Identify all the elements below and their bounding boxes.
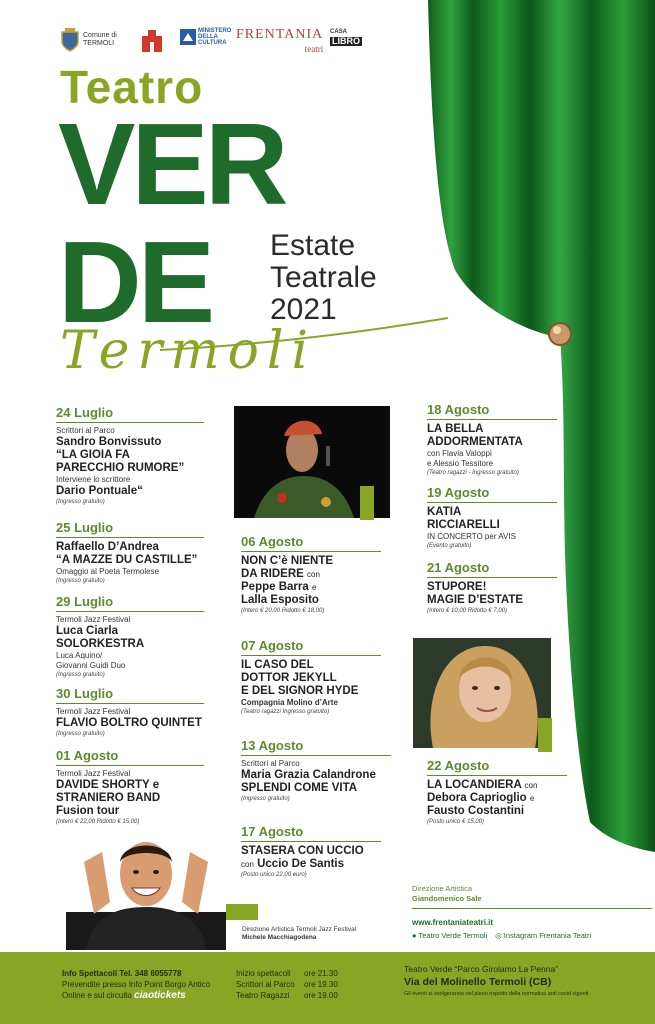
event-07-agosto — [241, 638, 381, 717]
event-series: Scrittori al Parco — [241, 759, 300, 768]
online-text: Online e sul circuito — [62, 991, 132, 1000]
sponsor-logos — [60, 28, 380, 58]
event-title: “A MAZZE DU CASTILLE” — [56, 554, 198, 566]
event-19-agosto — [427, 485, 557, 551]
event-price: (Posto unico 22,00 euro) — [241, 872, 307, 878]
frentania-logo — [236, 28, 323, 56]
event-price: (Evento gratuito) — [427, 543, 472, 549]
event-note: Omaggio al Poeta Termolese — [56, 567, 160, 576]
comune-line-2: TERMOLI — [83, 40, 115, 47]
accent-bar — [360, 486, 374, 520]
estate-teatrale-block — [270, 230, 377, 326]
event-title-1: NON C’è NIENTE — [241, 555, 334, 567]
instagram-link[interactable] — [495, 931, 591, 940]
event-company: Compagnia Molino d’Arte — [241, 698, 338, 707]
facebook-icon: ● — [412, 931, 417, 940]
title-de: DE — [58, 217, 212, 347]
event-date: 06 Agosto — [241, 534, 381, 552]
footer-times — [236, 968, 338, 1001]
direzione-name: Giandomenico Sale — [412, 894, 482, 903]
event-artist-2: Luca Aquino/ — [56, 651, 103, 660]
footer-info — [62, 968, 210, 1001]
ministero-line-1: MINISTERO — [198, 28, 232, 34]
accent-bar — [538, 718, 552, 752]
event-06-agosto — [241, 534, 381, 616]
event-title-1: IL CASO DEL — [241, 659, 314, 671]
event-title: IN CONCERTO per AVIS — [427, 532, 516, 541]
ministero-line-3: CULTURA — [198, 40, 227, 46]
covid-note: Gli eventi si svolgeranno nel pieno rispetto della normativa anti covid vigenti — [404, 991, 589, 997]
prevendite-text: Prevendite presso Info Point Borgo Antico — [62, 980, 211, 989]
event-artist-2: e Alessio Tessitore — [427, 459, 494, 468]
ciaotickets-logo: ciaotickets — [134, 990, 186, 1001]
event-date: 25 Luglio — [56, 520, 204, 538]
event-date: 21 Agosto — [427, 560, 557, 578]
event-artist-1: Debora Caprioglio — [427, 792, 527, 804]
casa-text: CASA — [330, 29, 348, 35]
accent-bar — [226, 904, 258, 920]
event-date: 24 Luglio — [56, 405, 204, 423]
event-series: Termoli Jazz Festival — [56, 615, 131, 624]
event-price: (Ingresso gratuito) — [241, 796, 290, 802]
event-date: 29 Luglio — [56, 594, 204, 612]
footer-bar — [0, 952, 655, 1024]
termoli-swash — [160, 316, 450, 356]
social-links — [412, 931, 591, 940]
event-artist-1: KATIA — [427, 506, 462, 518]
info-phone: Info Spettacoli Tel. 348 6055778 — [62, 969, 182, 978]
event-30-luglio — [56, 686, 204, 739]
ministero-logo — [180, 28, 231, 46]
title-teatro: Teatro — [60, 61, 204, 113]
time-value: ore 21.30 — [304, 969, 338, 978]
footer-venue — [404, 964, 644, 998]
event-price: (Teatro ragazzi - Ingresso gratuito) — [427, 470, 519, 476]
direzione-jazz — [242, 926, 356, 942]
instagram-label: Instagram Frentania Teatri — [503, 931, 592, 940]
event-21-agosto — [427, 560, 557, 616]
ministero-line-2: DELLA — [198, 34, 218, 40]
event-title-3: E DEL SIGNOR HYDE — [241, 685, 359, 697]
event-22-agosto — [427, 758, 567, 827]
event-title-2: STRANIERO BAND — [56, 792, 161, 804]
event-price: (Ingresso gratuito) — [56, 672, 105, 678]
coat-of-arms-icon — [60, 28, 80, 52]
event-01-agosto — [56, 748, 204, 827]
event-date: 01 Agosto — [56, 748, 204, 766]
event-price: (Intero € 22,00 Ridotto € 15,00) — [56, 819, 140, 825]
event-17-agosto — [241, 824, 381, 880]
time-label: Inizio spettacoli — [236, 969, 291, 978]
event-artist-1: Peppe Barra — [241, 581, 309, 593]
event-date: 07 Agosto — [241, 638, 381, 656]
event-series: Termoli Jazz Festival — [56, 707, 131, 716]
red-logo — [140, 28, 164, 54]
time-label: Scrittori al Parco — [236, 980, 295, 989]
event-date: 22 Agosto — [427, 758, 567, 776]
event-price: (Posto unico € 15,00) — [427, 819, 485, 825]
event-title-2: ADDORMENTATA — [427, 436, 523, 448]
venue-name: Teatro Verde “Parco Girolamo La Penna” — [404, 964, 559, 974]
event-con: con — [307, 570, 320, 579]
direzione-jazz-label: Direzione Artistica Termoli Jazz Festival — [242, 926, 357, 933]
event-artist-2: RICCIARELLI — [427, 519, 500, 531]
estate-line-2: Teatrale — [270, 261, 377, 294]
event-date: 30 Luglio — [56, 686, 204, 704]
castle-icon — [140, 28, 164, 54]
estate-line-1: Estate — [270, 229, 356, 262]
event-title-2: DA RIDERE — [241, 568, 304, 580]
event-artist-2: Fausto Costantini — [427, 805, 525, 817]
event-13-agosto — [241, 738, 391, 804]
event-series: Scrittori al Parco — [56, 426, 115, 435]
event-author: Maria Grazia Calandrone — [241, 769, 376, 781]
frentania-text: FRENTANIA — [236, 27, 324, 42]
event-title-1: “LA GIOIA FA — [56, 449, 130, 461]
event-24-luglio — [56, 405, 204, 507]
event-price: (Teatro ragazzi Ingresso gratuito) — [241, 709, 330, 715]
facebook-link[interactable] — [412, 931, 487, 940]
event-price: (Ingresso gratuito) — [56, 731, 105, 737]
event-title-2: MAGIE D’ESTATE — [427, 594, 524, 606]
event-guest: Dario Pontuale“ — [56, 485, 143, 497]
event-and: e — [311, 583, 317, 592]
event-author: Raffaello D’Andrea — [56, 541, 159, 553]
event-artist: Luca Ciarla — [56, 625, 118, 637]
event-author: Sandro Bonvissuto — [56, 436, 162, 448]
comune-logo — [60, 28, 117, 52]
event-title-3: Fusion tour — [56, 805, 120, 817]
time-value: ore 19.00 — [304, 991, 338, 1000]
event-artist: Uccio De Santis — [257, 858, 345, 870]
event-18-agosto — [427, 402, 557, 478]
event-title: FLAVIO BOLTRO QUINTET — [56, 717, 202, 729]
website-link[interactable]: www.frentaniateatri.it — [412, 918, 494, 927]
event-series: Termoli Jazz Festival — [56, 769, 131, 778]
event-title-2: PARECCHIO RUMORE” — [56, 462, 185, 474]
direzione-artistica — [412, 884, 572, 904]
libro-text: LIBRO — [332, 36, 360, 46]
facebook-label: Teatro Verde Termoli — [418, 931, 488, 940]
estate-line-3: 2021 — [270, 293, 337, 326]
time-value: ore 19.30 — [304, 980, 338, 989]
event-title-2: DOTTOR JEKYLL — [241, 672, 337, 684]
event-date: 13 Agosto — [241, 738, 391, 756]
ministry-icon — [180, 29, 196, 45]
event-title-1: STUPORE! — [427, 581, 487, 593]
event-25-luglio — [56, 520, 204, 586]
event-con: con — [241, 860, 254, 869]
event-artist-2: Lalla Esposito — [241, 594, 319, 606]
casa-libro-logo — [330, 28, 362, 46]
event-date: 18 Agosto — [427, 402, 557, 420]
event-title-1: LA BELLA — [427, 423, 484, 435]
event-title: STASERA CON UCCIO — [241, 845, 364, 857]
event-price: (Intero € 20,00 Ridotto € 18,00) — [241, 608, 325, 614]
event-title: SOLORKESTRA — [56, 638, 145, 650]
title-ver: VER — [58, 99, 285, 229]
direzione-jazz-name: Michele Macchiagodena — [242, 934, 317, 941]
divider — [412, 908, 652, 909]
event-price: (Intero € 10,00 Ridotto € 7,00) — [427, 608, 508, 614]
time-label: Teatro Ragazzi — [236, 991, 290, 1000]
event-price: (Ingresso gratuito) — [56, 578, 105, 584]
event-note: Interviene lo scrittore — [56, 475, 131, 484]
event-and: e — [529, 794, 535, 803]
event-title-1: DAVIDE SHORTY e — [56, 779, 160, 791]
direzione-label: Direzione Artistica — [412, 884, 473, 893]
event-price: (Ingresso gratuito) — [56, 499, 105, 505]
title-termoli: Termoli — [60, 321, 317, 381]
instagram-icon: ◎ — [495, 931, 502, 940]
event-date: 17 Agosto — [241, 824, 381, 842]
comune-line-1: Comune di — [83, 32, 117, 39]
event-title: LA LOCANDIERA — [427, 779, 522, 791]
frentania-sub: teatri — [304, 44, 324, 54]
event-title: SPLENDI COME VITA — [241, 782, 358, 794]
event-artist-3: Giovanni Guidi Duo — [56, 661, 126, 670]
event-date: 19 Agosto — [427, 485, 557, 503]
venue-address: Via del Molinello Termoli (CB) — [404, 976, 552, 988]
event-29-luglio — [56, 594, 204, 680]
photo-debora-caprioglio — [413, 638, 551, 748]
event-con: con — [524, 781, 538, 790]
event-artist-1: con Flavia Valoppi — [427, 449, 492, 458]
photo-davide-shorty — [66, 822, 226, 950]
